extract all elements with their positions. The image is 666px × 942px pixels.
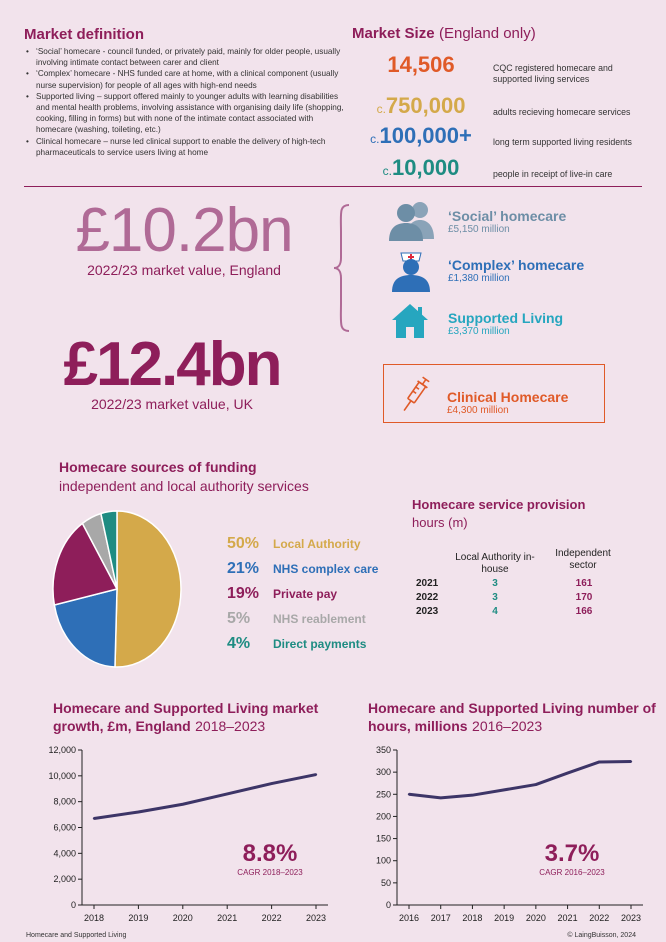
data-point xyxy=(270,782,272,784)
legend-label: Direct payments xyxy=(273,637,367,651)
funding-subtitle: independent and local authority services xyxy=(59,478,309,494)
y-tick-label: 6,000 xyxy=(53,822,76,833)
y-tick-label: 350 xyxy=(375,745,391,755)
series-line xyxy=(409,762,631,798)
x-tick-label: 2023 xyxy=(620,913,642,923)
data-point xyxy=(566,772,568,774)
y-tick-label: 300 xyxy=(375,767,391,778)
provision-title: Homecare service provision xyxy=(412,497,586,512)
legend-item xyxy=(227,535,378,560)
y-tick-label: 200 xyxy=(375,811,391,822)
x-tick-label: 2018 xyxy=(83,913,105,923)
provision-ind-value: 170 xyxy=(575,592,593,603)
data-point xyxy=(630,760,632,762)
series-line xyxy=(94,775,316,819)
x-tick-label: 2019 xyxy=(128,913,149,923)
legend-label: Local Authority xyxy=(273,537,361,551)
provision-ind-value: 166 xyxy=(575,606,593,617)
x-tick-label: 2023 xyxy=(305,913,327,923)
data-point xyxy=(535,783,537,785)
footer-left: Homecare and Supported Living xyxy=(26,932,127,939)
market-size-desc: people in receipt of live-in care xyxy=(493,169,613,179)
market-size-value xyxy=(355,123,487,149)
legend-item xyxy=(227,635,378,660)
legend-percent: 5% xyxy=(227,610,251,627)
y-tick-label: 12,000 xyxy=(48,745,76,755)
data-point xyxy=(182,803,184,805)
market-size-number: 750,000 xyxy=(385,93,466,118)
definition-item: • Supported living – support offered mainly to younger adults with learning disabilities and mental health problems, involving assistance with organising daily life (shopping, cooking, filling in forms) but with none of the intimate contact associated with homecare (washing, toileting, etc.) xyxy=(32,91,344,136)
data-point xyxy=(471,794,473,796)
market-size-prefix: c. xyxy=(370,132,380,146)
legend-item xyxy=(227,610,378,635)
data-point xyxy=(503,789,505,791)
provision-subtitle: hours (m) xyxy=(412,515,468,530)
brace-icon xyxy=(333,203,353,333)
legend-percent: 50% xyxy=(227,535,260,552)
syringe-icon xyxy=(398,374,432,416)
legend-label: NHS complex care xyxy=(273,562,379,576)
segment-supported-title: Supported Living xyxy=(448,310,564,326)
uk-market-value: £12.4bn xyxy=(63,330,281,399)
data-point xyxy=(440,797,442,799)
segment-complex-value: £1,380 million xyxy=(448,273,510,284)
y-tick-label: 50 xyxy=(380,877,391,888)
y-tick-label: 4,000 xyxy=(53,848,76,859)
provision-col-independent: Independent sector xyxy=(555,548,611,571)
clinical-value: £4,300 million xyxy=(447,405,509,416)
market-size-number: 14,506 xyxy=(387,52,455,77)
segment-social-title: ‘Social’ homecare xyxy=(448,208,567,224)
data-point xyxy=(137,811,139,813)
legend-label: Private pay xyxy=(273,587,338,601)
growth-line-chart xyxy=(40,740,340,925)
growth-cagr-label: CAGR 2018–2023 xyxy=(237,868,303,877)
funding-title: Homecare sources of funding xyxy=(59,459,257,475)
growth-title-years: 2018–2023 xyxy=(195,718,266,734)
y-tick-label: 0 xyxy=(70,900,76,910)
england-value-block xyxy=(64,196,304,278)
growth-heading xyxy=(53,700,353,736)
market-size-number: 10,000 xyxy=(392,155,460,180)
section-divider xyxy=(24,186,642,187)
market-size-desc: CQC registered homecare and supported living services xyxy=(493,63,613,84)
market-size-title: Market Size xyxy=(352,25,435,42)
hours-title-years: 2016–2023 xyxy=(472,718,543,734)
legend-item xyxy=(227,560,378,585)
hours-cagr-value: 3.7% xyxy=(544,840,600,867)
definition-item: • ‘Social’ homecare - council funded, or privately paid, mainly for older people, usually involving intimate contact between carer and client xyxy=(32,46,344,68)
market-size-desc: adults recieving homecare services xyxy=(493,107,631,117)
legend-item xyxy=(227,585,378,610)
x-tick-label: 2019 xyxy=(494,913,515,923)
funding-legend xyxy=(227,535,378,660)
data-point xyxy=(408,793,410,795)
y-tick-label: 100 xyxy=(375,855,391,866)
legend-percent: 4% xyxy=(227,635,251,652)
y-tick-label: 150 xyxy=(375,833,391,844)
growth-cagr-value: 8.8% xyxy=(242,840,298,867)
data-point xyxy=(598,761,600,763)
hours-title: Homecare and Supported Living number of hours, millions xyxy=(368,700,656,734)
legend-percent: 21% xyxy=(227,560,260,577)
nurse-icon xyxy=(386,247,436,293)
provision-heading xyxy=(412,497,585,530)
definition-item: • ‘Complex’ homecare - NHS funded care at home, with a clinical component (usually nurse supervision) for people of all ages with high-end needs xyxy=(32,68,344,90)
x-tick-label: 2018 xyxy=(462,913,483,923)
footer-right: © LaingBuisson, 2024 xyxy=(567,932,636,939)
provision-la-value: 4 xyxy=(492,606,498,617)
segment-complex-title: ‘Complex’ homecare xyxy=(448,257,585,273)
market-size-value xyxy=(355,93,487,119)
market-size-desc: long term supported living residents xyxy=(493,137,632,147)
x-tick-label: 2021 xyxy=(217,913,238,923)
clinical-title: Clinical Homecare xyxy=(447,389,569,405)
market-size-number: 100,000+ xyxy=(379,123,472,148)
x-tick-label: 2020 xyxy=(172,913,193,923)
provision-year: 2021 xyxy=(416,578,439,589)
provision-year: 2022 xyxy=(416,592,439,603)
market-size-prefix: c. xyxy=(382,164,393,178)
market-size-heading xyxy=(352,25,536,43)
growth-cagr xyxy=(230,840,310,877)
data-point xyxy=(315,773,317,775)
x-tick-label: 2020 xyxy=(525,913,546,923)
segment-social-value: £5,150 million xyxy=(448,224,510,235)
data-point xyxy=(226,793,228,795)
definition-item: • Clinical homecare – nurse led clinical support to enable the delivery of high-tech pharmaceuticals to service users living at home xyxy=(32,136,344,158)
hours-cagr-label: CAGR 2016–2023 xyxy=(539,868,605,877)
x-tick-label: 2021 xyxy=(557,913,578,923)
provision-la-value: 3 xyxy=(492,578,498,589)
y-tick-label: 250 xyxy=(375,789,391,800)
provision-ind-value: 161 xyxy=(575,578,593,589)
market-size-value xyxy=(355,52,487,78)
growth-title: Homecare and Supported Living market growth, £m, England xyxy=(53,700,319,734)
provision-year: 2023 xyxy=(416,606,439,617)
england-market-label: 2022/23 market value, England xyxy=(87,262,281,278)
house-icon xyxy=(390,302,430,340)
provision-la-value: 3 xyxy=(492,592,498,603)
x-tick-label: 2016 xyxy=(398,913,420,923)
definition-list xyxy=(24,46,344,158)
clinical-homecare-box xyxy=(383,364,605,423)
people-icon xyxy=(386,199,440,243)
market-definition xyxy=(24,26,344,158)
england-market-value: £10.2bn xyxy=(75,196,293,265)
uk-market-label: 2022/23 market value, UK xyxy=(91,396,253,412)
y-tick-label: 0 xyxy=(385,900,391,910)
segment-supported-value: £3,370 million xyxy=(448,326,510,337)
y-tick-label: 8,000 xyxy=(53,796,76,807)
pie-slice-local-authority xyxy=(115,511,181,667)
market-size-subtitle: (England only) xyxy=(439,25,536,42)
market-definition-title: Market definition xyxy=(24,26,145,43)
funding-heading xyxy=(59,459,309,494)
funding-pie-chart xyxy=(50,508,188,670)
y-tick-label: 2,000 xyxy=(53,874,76,885)
x-tick-label: 2017 xyxy=(430,913,451,923)
uk-value-block xyxy=(52,330,292,412)
provision-col-la: Local Authority in-house xyxy=(455,552,535,575)
legend-label: NHS reablement xyxy=(273,612,366,626)
hours-heading xyxy=(368,700,658,736)
market-size-prefix: c. xyxy=(376,102,386,116)
hours-cagr xyxy=(532,840,612,877)
x-tick-label: 2022 xyxy=(589,913,610,923)
y-tick-label: 10,000 xyxy=(48,770,76,781)
legend-percent: 19% xyxy=(227,585,260,602)
data-point xyxy=(93,817,95,819)
market-size-value xyxy=(355,155,487,181)
hours-line-chart xyxy=(355,740,655,925)
x-tick-label: 2022 xyxy=(261,913,282,923)
